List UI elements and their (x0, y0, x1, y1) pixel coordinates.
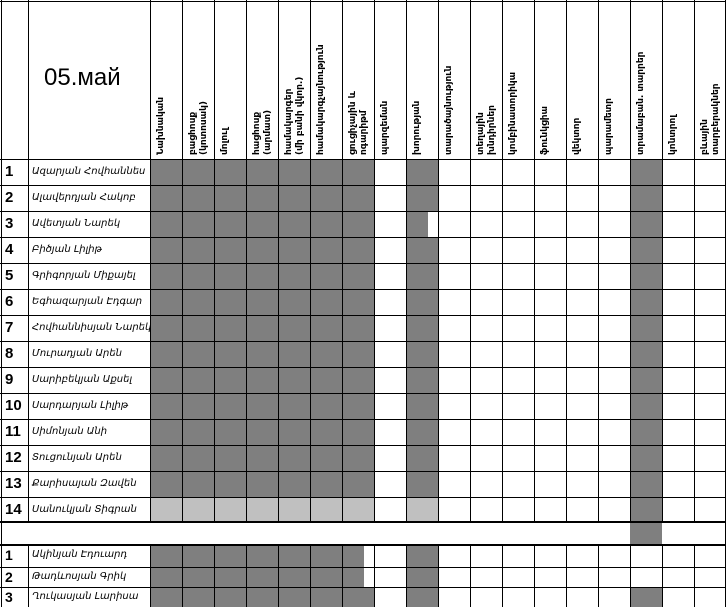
grade-cell-filled[interactable] (182, 497, 214, 522)
row-number: 1 (5, 547, 13, 563)
row-number: 3 (5, 589, 13, 605)
column-header: պարամետր (604, 98, 614, 155)
grade-cell-filled[interactable] (406, 211, 428, 237)
row-number: 7 (5, 319, 14, 336)
grade-cell-filled[interactable] (342, 211, 374, 237)
student-name: Եգհազարյան Էդգար (32, 296, 143, 307)
grade-cell-filled[interactable] (246, 471, 278, 497)
grade-cell-filled[interactable] (278, 263, 310, 289)
grade-cell-filled[interactable] (246, 315, 278, 341)
grade-cell-filled[interactable] (310, 587, 342, 607)
grade-cell-filled[interactable] (182, 185, 214, 211)
grade-cell-filled[interactable] (278, 393, 310, 419)
grade-cell-filled[interactable] (310, 237, 342, 263)
student-name: Սիմոնյան Անի (32, 426, 108, 437)
grid-line (0, 445, 726, 446)
grid-line (310, 545, 311, 607)
grade-cell-filled[interactable] (214, 237, 246, 263)
grade-cell-filled[interactable] (246, 159, 278, 185)
student-name: Ալավերդյան Հակոբ (32, 192, 136, 203)
grade-cell-filled[interactable] (310, 367, 342, 393)
date-label: 05.май (44, 64, 121, 91)
grade-cell-filled[interactable] (630, 367, 662, 393)
row-number: 5 (5, 267, 14, 284)
grid-line (182, 0, 183, 522)
grade-cell-filled[interactable] (342, 185, 374, 211)
grade-cell-filled[interactable] (182, 545, 214, 567)
grid-line (0, 211, 726, 212)
grade-cell-filled[interactable] (278, 211, 310, 237)
grade-cell-filled[interactable] (342, 289, 374, 315)
column-header: բացհոսք (կոտոսակ) (188, 101, 209, 155)
grid-line (0, 159, 726, 160)
grade-cell-filled[interactable] (310, 185, 342, 211)
grade-cell-filled[interactable] (246, 367, 278, 393)
grade-cell-filled[interactable] (406, 567, 438, 587)
row-number: 3 (5, 215, 14, 232)
grade-cell-filled[interactable] (278, 419, 310, 445)
grid-line (182, 545, 183, 607)
grade-cell-filled[interactable] (182, 159, 214, 185)
grade-cell-filled[interactable] (246, 263, 278, 289)
grade-cell-filled[interactable] (150, 315, 182, 341)
grid-line (246, 545, 247, 607)
grade-cell-filled[interactable] (214, 471, 246, 497)
student-name: Ավետյան Նարեկ (32, 218, 121, 229)
grade-cell-filled[interactable] (342, 237, 374, 263)
grade-cell-filled[interactable] (406, 315, 438, 341)
grade-cell-filled[interactable] (150, 445, 182, 471)
grade-cell-filled[interactable] (182, 289, 214, 315)
grade-cell-filled[interactable] (214, 341, 246, 367)
grade-cell-filled[interactable] (150, 471, 182, 497)
grade-cell-filled[interactable] (342, 341, 374, 367)
grade-cell-filled[interactable] (214, 159, 246, 185)
column-header: տրամաբան. տարրեր (636, 51, 646, 155)
grade-cell-filled[interactable] (278, 185, 310, 211)
grade-cell-filled[interactable] (246, 419, 278, 445)
grade-cell-filled[interactable] (214, 567, 246, 587)
row-number: 14 (5, 501, 22, 518)
grade-cell-filled[interactable] (214, 315, 246, 341)
grade-cell-filled[interactable] (342, 393, 374, 419)
grid-line (310, 0, 311, 522)
grid-line (0, 341, 726, 342)
grade-cell-filled[interactable] (182, 567, 214, 587)
grade-cell-filled[interactable] (278, 545, 310, 567)
grade-cell-filled[interactable] (406, 587, 438, 607)
grade-cell-filled[interactable] (310, 211, 342, 237)
grade-cell-filled[interactable] (310, 445, 342, 471)
grade-cell-filled[interactable] (406, 367, 438, 393)
grade-cell-filled[interactable] (310, 497, 342, 522)
grade-cell-filled[interactable] (278, 471, 310, 497)
grid-line (1, 0, 2, 522)
grid-line (694, 0, 695, 522)
grade-cell-filled[interactable] (630, 315, 662, 341)
grade-cell-filled[interactable] (150, 497, 182, 522)
grade-cell-filled[interactable] (150, 367, 182, 393)
column-header: վեկտոր (572, 117, 582, 155)
row-number: 2 (5, 189, 14, 206)
grade-cell-filled[interactable] (406, 341, 438, 367)
grade-cell-filled[interactable] (406, 419, 438, 445)
grade-cell-filled[interactable] (182, 393, 214, 419)
grid-line (0, 544, 726, 546)
row-number: 1 (5, 163, 14, 180)
grid-line (0, 419, 726, 420)
row-number: 13 (5, 475, 22, 492)
student-name: Հովհաննիսյան Նարեկ (32, 322, 152, 333)
grade-cell-filled[interactable] (278, 497, 310, 522)
grade-cell-filled[interactable] (310, 545, 342, 567)
grid-line (0, 289, 726, 290)
row-number: 6 (5, 293, 14, 310)
grade-cell-filled[interactable] (310, 289, 342, 315)
grade-cell-filled[interactable] (310, 341, 342, 367)
grid-line (566, 545, 567, 607)
grade-cell-filled[interactable] (342, 545, 364, 567)
column-header: համակարգեր (մի բանի վկոր.) (284, 76, 305, 155)
row-number: 2 (5, 569, 13, 585)
student-name: Գրիգորյան Միքայել (32, 270, 136, 281)
column-header: խորության (412, 100, 422, 155)
grade-cell-filled[interactable] (150, 159, 182, 185)
grade-cell-filled[interactable] (214, 393, 246, 419)
grade-cell-filled[interactable] (182, 419, 214, 445)
grade-cell-filled[interactable] (310, 263, 342, 289)
grid-line (534, 545, 535, 607)
grade-cell-filled[interactable] (246, 237, 278, 263)
grade-cell-filled[interactable] (630, 419, 662, 445)
grade-cell-filled[interactable] (342, 497, 374, 522)
grade-cell-filled[interactable] (246, 587, 278, 607)
grade-cell-filled[interactable] (278, 567, 310, 587)
grid-line (278, 0, 279, 522)
grade-cell-filled[interactable] (150, 341, 182, 367)
grade-cell-filled[interactable] (214, 419, 246, 445)
grade-cell-filled[interactable] (630, 289, 662, 315)
grid-line (502, 0, 503, 522)
column-header: կոմբինատորիկա (508, 71, 518, 155)
grid-line (278, 545, 279, 607)
grid-line (534, 0, 535, 522)
grid-line (246, 0, 247, 522)
grade-cell-filled[interactable] (406, 159, 438, 185)
column-header: բևային տարբերակներ (700, 83, 721, 155)
student-name: Սարիբեկյան Աքսել (32, 374, 133, 385)
grade-cell-filled[interactable] (630, 263, 662, 289)
grade-cell-filled[interactable] (630, 237, 662, 263)
grade-cell-filled[interactable] (214, 587, 246, 607)
student-name: Բիծյան Լիլիթ (32, 244, 103, 255)
grade-cell-filled[interactable] (310, 315, 342, 341)
grid-line (0, 185, 726, 186)
grade-cell-filled[interactable] (182, 587, 214, 607)
column-header: համակարգչայնություն (316, 44, 326, 155)
grade-cell-filled[interactable] (406, 471, 438, 497)
grade-cell-filled[interactable] (310, 567, 342, 587)
grade-cell-filled[interactable] (182, 315, 214, 341)
grade-cell-filled[interactable] (342, 263, 374, 289)
column-header: ֆունկցիա (540, 106, 550, 155)
grade-cell-filled[interactable] (342, 567, 364, 587)
student-name: Ազարյան Հովհաննես (32, 166, 146, 177)
grid-line (28, 545, 29, 607)
student-name: Թադևոսյան Գրիկ (32, 571, 127, 582)
grade-cell-filled[interactable] (150, 567, 182, 587)
grade-cell-filled[interactable] (182, 263, 214, 289)
grade-cell-filled[interactable] (630, 497, 662, 522)
grade-cell-filled[interactable] (630, 445, 662, 471)
grid-line (502, 545, 503, 607)
row-number: 11 (5, 423, 21, 440)
grid-line (374, 0, 375, 522)
column-header: մոլուլ (220, 127, 230, 155)
grid-line (566, 0, 567, 522)
grid-line (0, 1, 726, 2)
grade-cell-filled[interactable] (406, 289, 438, 315)
grade-cell-filled[interactable] (630, 471, 662, 497)
grid-line (662, 0, 663, 522)
grade-cell-filled[interactable] (342, 445, 374, 471)
grid-line (630, 0, 631, 522)
grade-cell-filled[interactable] (150, 393, 182, 419)
grade-cell-filled[interactable] (214, 211, 246, 237)
grade-cell-filled[interactable] (630, 211, 662, 237)
grid-line (598, 0, 599, 522)
student-name: Տուցունյան Արեն (32, 452, 122, 463)
grid-line (0, 471, 726, 472)
grade-cell-filled[interactable] (278, 315, 310, 341)
grade-cell-filled[interactable] (278, 159, 310, 185)
grade-cell-filled[interactable] (406, 263, 438, 289)
grid-line (0, 497, 726, 498)
grade-cell-filled[interactable] (310, 471, 342, 497)
grade-cell-filled[interactable] (214, 445, 246, 471)
grade-cell-filled[interactable] (214, 185, 246, 211)
grade-cell-filled[interactable] (406, 497, 438, 522)
grid-line (1, 522, 2, 545)
grid-line (630, 545, 631, 607)
grid-line (150, 0, 151, 522)
grade-cell-filled[interactable] (246, 497, 278, 522)
column-header: հացհոսք (արմատ) (252, 109, 273, 155)
grid-line (374, 545, 375, 607)
grade-cell-filled[interactable] (278, 289, 310, 315)
grade-cell-filled[interactable] (310, 159, 342, 185)
student-name: Սանուկյան Տիգրան (32, 504, 137, 515)
grade-cell-filled[interactable] (630, 341, 662, 367)
grade-cell-filled[interactable] (630, 587, 662, 607)
grade-cell-filled[interactable] (278, 367, 310, 393)
grid-line (470, 0, 471, 522)
grade-cell-filled[interactable] (342, 471, 374, 497)
grade-cell-filled[interactable] (214, 497, 246, 522)
row-number: 9 (5, 371, 14, 388)
grid-line (0, 237, 726, 238)
grade-cell-filled[interactable] (150, 211, 182, 237)
grade-cell-filled[interactable] (246, 341, 278, 367)
grid-line (438, 545, 439, 607)
grid-line (0, 393, 726, 394)
grade-cell-filled[interactable] (246, 545, 278, 567)
grade-cell-filled[interactable] (630, 393, 662, 419)
grid-line (342, 0, 343, 522)
grade-cell-filled[interactable] (150, 545, 182, 567)
grade-cell-filled[interactable] (182, 341, 214, 367)
grade-cell-filled[interactable] (342, 159, 374, 185)
grade-cell-filled[interactable] (150, 185, 182, 211)
grid-line (214, 545, 215, 607)
student-name: Սարդարյան Լիլիթ (32, 400, 129, 411)
grid-line (1, 545, 2, 607)
row-number: 12 (5, 449, 22, 466)
grade-cell-filled[interactable] (406, 545, 438, 567)
column-header: պարզեման (380, 100, 390, 155)
grade-cell-filled[interactable] (150, 587, 182, 607)
grade-cell-filled[interactable] (342, 315, 374, 341)
grid-line (694, 545, 695, 607)
grid-line (406, 545, 407, 607)
grade-cell-filled[interactable] (150, 289, 182, 315)
grade-cell-filled[interactable] (278, 237, 310, 263)
grid-line (470, 545, 471, 607)
grade-cell-filled[interactable] (278, 587, 310, 607)
grade-cell-filled[interactable] (342, 367, 374, 393)
grid-line (0, 587, 726, 588)
grade-cell-filled[interactable] (214, 263, 246, 289)
grade-cell-filled[interactable] (182, 237, 214, 263)
grid-line (662, 545, 663, 607)
grade-cell-filled[interactable] (406, 185, 438, 211)
grade-cell-filled[interactable] (150, 237, 182, 263)
student-name: Ակինյան Էդուարդ (32, 549, 128, 560)
row-number: 10 (5, 397, 22, 414)
column-header: տեղային խնդիրներ (476, 105, 497, 155)
grade-cell-filled[interactable] (182, 367, 214, 393)
grid-line (598, 545, 599, 607)
column-header: ցուցիչային և ոգարիթմ (348, 91, 369, 155)
grade-cell-filled[interactable] (406, 237, 438, 263)
grade-cell-filled[interactable] (310, 419, 342, 445)
grade-cell-filled[interactable] (278, 445, 310, 471)
grid-line (0, 567, 726, 568)
grade-cell-filled[interactable] (214, 289, 246, 315)
grid-line (0, 367, 726, 368)
grade-cell-filled[interactable] (214, 545, 246, 567)
grade-cell-filled[interactable] (182, 211, 214, 237)
grade-cell-filled[interactable] (278, 341, 310, 367)
grid-line (0, 315, 726, 316)
grade-cell-filled[interactable] (310, 393, 342, 419)
grid-line (342, 545, 343, 607)
grade-cell-filled[interactable] (150, 263, 182, 289)
grade-cell-filled[interactable] (630, 159, 662, 185)
grade-cell-filled[interactable] (182, 471, 214, 497)
grade-cell-filled[interactable] (342, 587, 374, 607)
grade-cell-filled[interactable] (406, 393, 438, 419)
student-name: Ղուկասյան Լարիսա (32, 591, 139, 602)
student-name: Մուրադյան Արեն (32, 348, 123, 359)
grid-line (438, 0, 439, 522)
grid-line (0, 521, 726, 523)
grade-cell-filled[interactable] (214, 367, 246, 393)
grade-cell-filled[interactable] (406, 445, 438, 471)
grade-cell-filled[interactable] (246, 211, 278, 237)
grade-cell-filled[interactable] (182, 445, 214, 471)
grid-line (28, 0, 29, 522)
grade-cell-filled[interactable] (246, 289, 278, 315)
grid-line (214, 0, 215, 522)
grade-cell-filled (630, 522, 662, 545)
grade-cell-filled[interactable] (246, 445, 278, 471)
row-number: 4 (5, 241, 14, 258)
grade-cell-filled[interactable] (150, 419, 182, 445)
grid-line (150, 545, 151, 607)
grade-cell-filled[interactable] (246, 393, 278, 419)
column-header: տարածայնություն (444, 65, 454, 155)
grid-line (0, 263, 726, 264)
grid-line (406, 0, 407, 522)
column-header: Նախնական (156, 97, 166, 155)
grade-cell-filled[interactable] (246, 567, 278, 587)
grade-cell-filled[interactable] (246, 185, 278, 211)
grade-cell-filled[interactable] (630, 185, 662, 211)
grade-cell-filled[interactable] (342, 419, 374, 445)
student-name: Քարիսայան Զավեն (32, 478, 137, 489)
row-number: 8 (5, 345, 14, 362)
column-header: կոնտրոլ (668, 114, 678, 155)
